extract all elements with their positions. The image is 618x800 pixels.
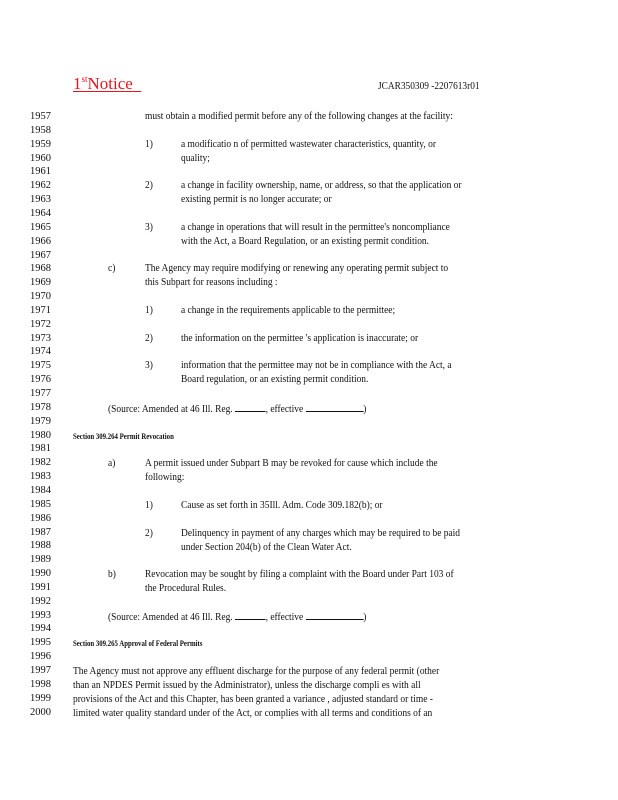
line-number: 1981 <box>30 443 51 455</box>
text-line: this Subpart for reasons including : <box>145 277 278 288</box>
line-number: 1993 <box>30 609 51 621</box>
line-number: 1978 <box>30 401 51 413</box>
line-number: 1989 <box>30 554 51 566</box>
line-number: 1980 <box>30 429 51 441</box>
line-number: 1987 <box>30 526 51 538</box>
text-line: provisions of the Act and this Chapter, has been granted a variance , adjusted standard or time - <box>73 694 433 705</box>
text-line: quality; <box>181 153 210 164</box>
text-line: limited water quality standard under of the Act, or complies with all terms and conditions of an <box>73 708 433 719</box>
line-number: 1976 <box>30 374 51 386</box>
line-number: 1975 <box>30 360 51 372</box>
line-number: 1963 <box>30 194 51 206</box>
notice-heading: 1stNotice <box>73 74 133 93</box>
text-line: must obtain a modified permit before any of the following changes at the facility: <box>145 111 453 122</box>
line-number: 1959 <box>30 138 51 150</box>
line-number: 1960 <box>30 152 51 164</box>
document-code: JCAR350309 -2207613r01 <box>378 80 480 92</box>
list-marker: 2) <box>145 180 153 191</box>
blank-line <box>306 402 364 412</box>
line-number: 1973 <box>30 332 51 344</box>
list-marker: 3) <box>145 360 153 371</box>
list-marker: 1) <box>145 139 153 150</box>
text-line: Revocation may be sought by filing a complaint with the Board under Part 103 of <box>145 569 454 580</box>
blank-line <box>235 610 266 620</box>
text-line: A permit issued under Subpart B may be revoked for cause which include the <box>145 458 438 469</box>
line-number: 1964 <box>30 207 51 219</box>
text-line: information that the permittee may not be in compliance with the Act, a <box>181 360 452 371</box>
list-marker: b) <box>108 569 116 580</box>
line-number: 1970 <box>30 291 51 303</box>
line-number: 1965 <box>30 221 51 233</box>
section-heading: Section 309.264 Permit Revocation <box>73 432 174 441</box>
text-line: Board regulation, or an existing permit condition. <box>181 374 369 385</box>
text-line: following: <box>145 472 185 483</box>
line-number: 1985 <box>30 498 51 510</box>
list-marker: 1) <box>145 305 153 316</box>
line-number: 1992 <box>30 595 51 607</box>
line-number: 1972 <box>30 318 51 330</box>
line-number: 1957 <box>30 111 51 122</box>
section-heading: Section 309.265 Approval of Federal Permits <box>73 639 203 648</box>
blank-line <box>306 610 364 620</box>
line-number: 1966 <box>30 235 51 247</box>
line-number: 1991 <box>30 581 51 593</box>
text-line: Cause as set forth in 35Ill. Adm. Code 309.182(b); or <box>181 500 383 511</box>
line-number: 1995 <box>30 637 51 649</box>
line-number: 1984 <box>30 484 51 496</box>
line-number: 1962 <box>30 180 51 192</box>
text-line: The Agency may require modifying or renewing any operating permit subject to <box>145 263 449 274</box>
text-line: a change in facility ownership, name, or address, so that the application or <box>181 180 462 191</box>
list-marker: 3) <box>145 222 153 233</box>
line-number: 2000 <box>30 706 51 718</box>
line-number: 1998 <box>30 678 51 690</box>
line-number: 1971 <box>30 304 51 316</box>
list-marker: c) <box>108 263 116 274</box>
line-number: 1958 <box>30 124 51 136</box>
text-line: a modificatio n of permitted wastewater characteristics, quantity, or <box>181 139 436 150</box>
list-marker: 2) <box>145 528 153 539</box>
list-marker: 1) <box>145 500 153 511</box>
text-line: under Section 204(b) of the Clean Water Act. <box>181 542 352 553</box>
line-number: 1969 <box>30 277 51 289</box>
text-line: with the Act, a Board Regulation, or an existing permit condition. <box>181 236 430 247</box>
text-line: The Agency must not approve any effluent discharge for the purpose of any federal permit (other <box>73 666 440 677</box>
text-line: the information on the permittee 's application is inaccurate; or <box>181 333 419 344</box>
line-number: 1997 <box>30 665 51 676</box>
source-note: (Source: Amended at 46 Ill. Reg. , effective ) <box>108 404 367 415</box>
line-number: 1988 <box>30 540 51 552</box>
line-number: 1961 <box>30 166 51 178</box>
line-number: 1983 <box>30 471 51 483</box>
line-number: 1986 <box>30 512 51 524</box>
line-number: 1994 <box>30 623 51 635</box>
line-number: 1999 <box>30 692 51 704</box>
line-number: 1967 <box>30 249 51 261</box>
list-marker: a) <box>108 458 116 469</box>
line-number: 1990 <box>30 568 51 580</box>
text-line: a change in operations that will result in the permittee's noncompliance <box>181 222 450 233</box>
blank-line <box>235 402 266 412</box>
line-number: 1977 <box>30 388 51 399</box>
text-line: Delinquency in payment of any charges which may be required to be paid <box>181 528 461 539</box>
line-number: 1968 <box>30 263 51 275</box>
text-line: the Procedural Rules. <box>145 583 227 594</box>
line-number: 1974 <box>30 346 51 358</box>
line-number: 1982 <box>30 457 51 469</box>
source-note: (Source: Amended at 46 Ill. Reg. , effective ) <box>108 612 367 623</box>
line-number: 1979 <box>30 415 51 427</box>
text-line: than an NPDES Permit issued by the Administrator), unless the discharge compli es with all <box>73 680 421 691</box>
text-line: existing permit is no longer accurate; or <box>181 194 332 205</box>
list-marker: 2) <box>145 333 153 344</box>
line-number: 1996 <box>30 651 51 663</box>
text-line: a change in the requirements applicable to the permittee; <box>181 305 396 316</box>
